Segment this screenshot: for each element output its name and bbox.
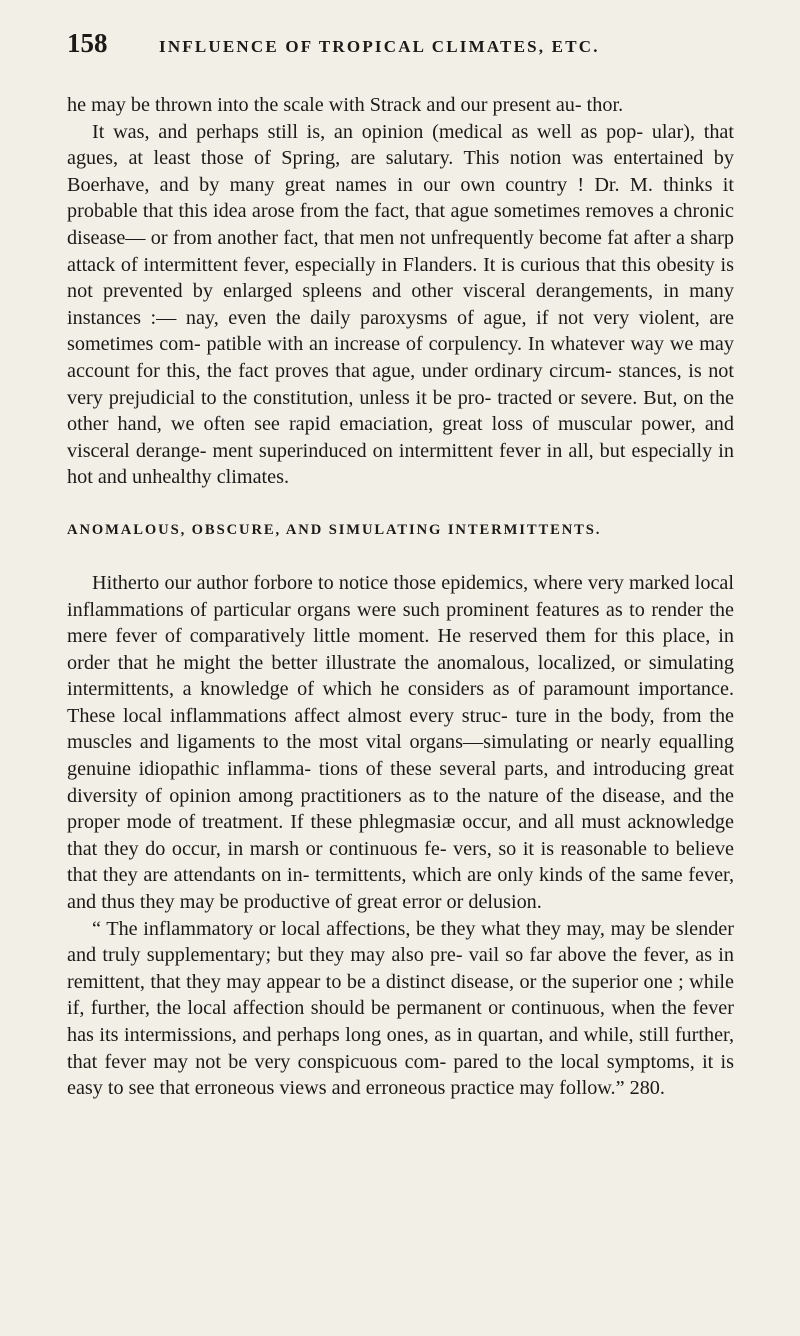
running-head [67, 28, 734, 68]
paragraph-quotation: “ The inflammatory or local affections, be they what they may, may be slender and truly supplementary; but they may also pre- vail so far above the fever, as in remittent, that they may appear to be a distinct disease, or the superior one ; while if, further, the local affection should be permanent or continuous, when the fever has its intermissions, and perhaps long ones, as in quartan, and while, still further, that fever may not be very conspicuous com- pared to the local symptoms, it is easy to see that erroneous views and erroneous practice may follow.” 280. [67, 917, 734, 1100]
paragraph-continuation: he may be thrown into the scale with Strack and our present au- thor. [67, 94, 624, 116]
paragraph-local-inflammations: Hitherto our author forbore to notice those epidemics, where very marked local inflammations of particular organs were such prominent features as to render the mere fever of comparatively little moment. He reserved them for this place, in order that he might the better illustrate the anomalous, localized, or simulating intermittents, a knowledge of which he considers as of paramount importance. These local inflammations affect almost every struc- ture in the body, from the muscles and ligaments to the most vital organs—simulating or nearly equalling genuine idiopathic inflamma- tions of these several parts, and introducing great diversity of opinion among practitioners as to the nature of the disease, and the proper mode of treatment. If these phlegmasiæ occur, and all must acknowledge that they do occur, in marsh or continuous fe- vers, so it is reasonable to believe that they are attendants on in- termittents, which are only kinds of the same fever, and thus they may be productive of great error or delusion. [67, 571, 734, 914]
running-title: INFLUENCE OF TROPICAL CLIMATES, ETC. [159, 37, 600, 56]
paragraph-ague-opinion: It was, and perhaps still is, an opinion (medical as well as pop- ular), that agues, at least those of Spring, are salutary. This notion was entertained by Boerhave, and by many great names in our own country ! Dr. M. thinks it probable that this idea arose from the fact, that ague sometimes removes a chronic disease— or from another fact, that men not unfrequently become fat after a sharp attack of intermittent fever, especially in Flanders. It is curious that this obesity is not prevented by enlarged spleens and other visceral derangements, in many instances :— nay, even the daily paroxysms of ague, if not very violent, are sometimes com- patible with an increase of corpulency. In whatever way we may account for this, the fact proves that ague, under ordinary circum- stances, is not very prejudicial to the constitution, unless it be pro- tracted or severe. But, on the other hand, we often see rapid emaciation, great loss of muscular power, and visceral derange- ment superinduced on intermittent fever in all, but especially in hot and unhealthy climates. [67, 120, 734, 489]
section-heading: ANOMALOUS, OBSCURE, AND SIMULATING INTERMITTENTS. [67, 521, 602, 538]
body-text [67, 92, 734, 1102]
page-number: 158 [67, 28, 108, 58]
